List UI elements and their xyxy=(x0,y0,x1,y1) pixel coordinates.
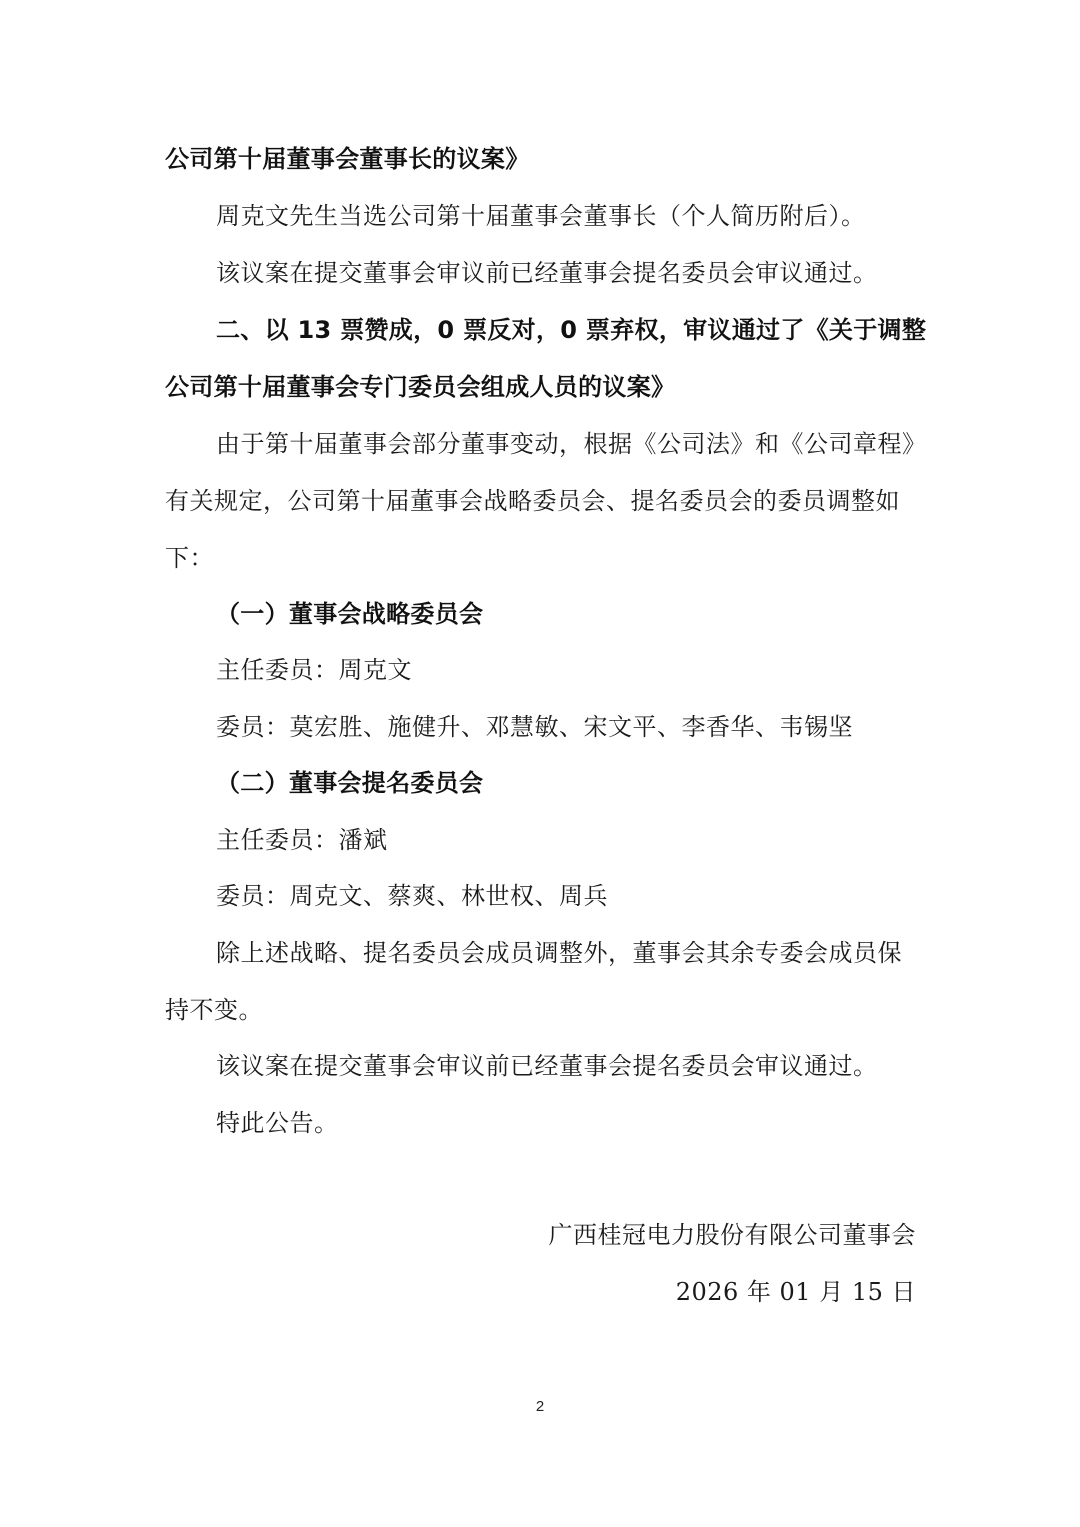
page-number: 2 xyxy=(535,1398,545,1415)
nomination-committee-chair: 主任委员：潘斌 xyxy=(216,826,388,854)
adjustment-reason-text-end: 下： xyxy=(165,544,214,572)
resolution-2-title-continued: 公司第十届董事会专门委员会组成人员的议案》 xyxy=(165,373,676,401)
strategy-committee-heading: （一）董事会战略委员会 xyxy=(216,600,484,628)
chairman-election-text: 周克文先生当选公司第十届董事会董事长（个人简历附后）。 xyxy=(216,202,866,230)
strategy-committee-members: 委员：莫宏胜、施健升、邓慧敏、宋文平、李香华、韦锡坚 xyxy=(216,713,853,741)
signature-org: 广西桂冠电力股份有限公司董事会 xyxy=(548,1221,916,1249)
resolution-1-approval-note: 该议案在提交董事会审议前已经董事会提名委员会审议通过。 xyxy=(216,259,878,287)
other-committees-unchanged-text: 除上述战略、提名委员会成员调整外，董事会其余专委会成员保 xyxy=(216,939,902,967)
resolution-1-title-continued: 公司第十届董事会董事长的议案》 xyxy=(165,145,530,173)
nomination-committee-members: 委员：周克文、蔡爽、林世权、周兵 xyxy=(216,882,608,910)
signature-date: 2026 年 01 月 15 日 xyxy=(675,1278,916,1306)
resolution-2-title: 二、以 13 票赞成，0 票反对，0 票弃权，审议通过了《关于调整 xyxy=(216,316,927,344)
nomination-committee-heading: （二）董事会提名委员会 xyxy=(216,769,484,797)
strategy-committee-chair: 主任委员：周克文 xyxy=(216,656,412,684)
adjustment-reason-text: 由于第十届董事会部分董事变动，根据《公司法》和《公司章程》 xyxy=(216,430,927,458)
other-committees-unchanged-text-end: 持不变。 xyxy=(165,996,263,1024)
resolution-2-approval-note: 该议案在提交董事会审议前已经董事会提名委员会审议通过。 xyxy=(216,1052,878,1080)
adjustment-reason-text-continued: 有关规定，公司第十届董事会战略委员会、提名委员会的委员调整如 xyxy=(165,487,900,515)
announcement-closing: 特此公告。 xyxy=(216,1109,339,1137)
